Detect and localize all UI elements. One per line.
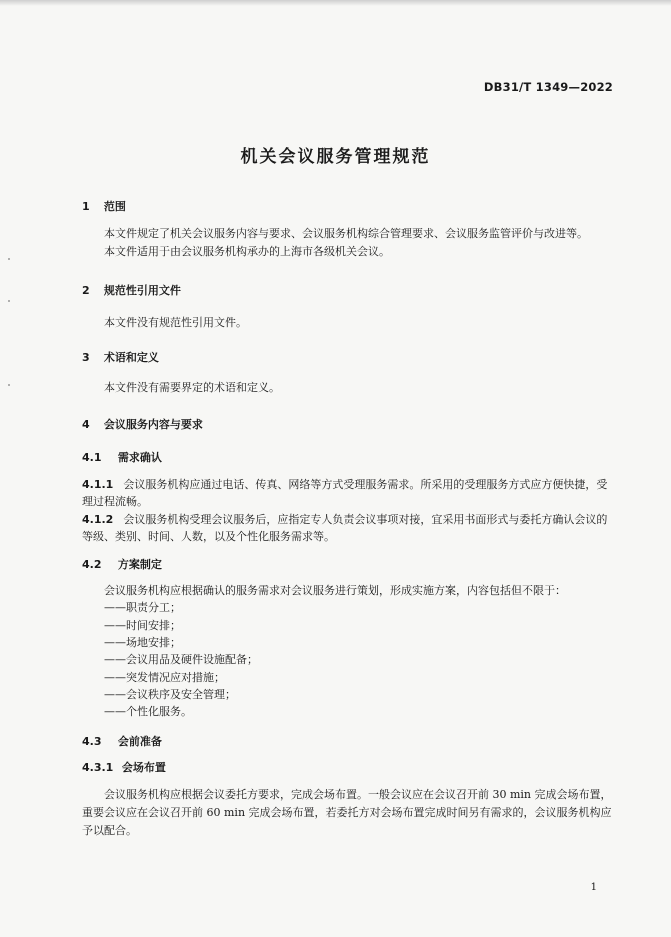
section-number: 4 [82, 418, 90, 431]
section-number: 1 [82, 200, 90, 213]
scan-edge [0, 0, 671, 6]
section-heading-2 [82, 282, 181, 298]
paragraph: 本文件没有规范性引用文件。 [104, 316, 247, 329]
section-number: 4.1 [82, 451, 102, 464]
section-heading-1 [82, 198, 126, 214]
list-item: ——会议用品及硬件设施配备； [104, 653, 258, 666]
section-heading-4 [82, 416, 203, 432]
clause-4-1-2 [82, 511, 612, 545]
paragraph: 本文件适用于由会议服务机构承办的上海市各级机关会议。 [104, 245, 390, 258]
section-number: 2 [82, 284, 90, 297]
paragraph: 会议服务机构应根据确认的服务需求对会议服务进行策划，形成实施方案，内容包括但不限于： [104, 584, 566, 597]
clause-text: 会议服务机构应通过电话、传真、网络等方式受理服务需求。所采用的受理服务方式应方便快捷，受理过程流畅。 [82, 478, 608, 508]
section-number: 3 [82, 351, 90, 364]
list-item: ——场地安排； [104, 636, 181, 649]
document-title: 机关会议服务管理规范 [240, 147, 431, 167]
scan-speck [8, 258, 10, 260]
list-item: ——职责分工； [104, 601, 181, 614]
section-number: 4.2 [82, 558, 102, 571]
paragraph: 本文件没有需要界定的术语和定义。 [104, 381, 280, 394]
section-title: 术语和定义 [103, 351, 159, 364]
section-heading-4-2 [82, 556, 162, 572]
section-heading-4-1 [82, 449, 162, 465]
scan-speck [8, 384, 10, 386]
section-title: 规范性引用文件 [103, 284, 181, 297]
section-title: 方案制定 [117, 558, 162, 571]
scan-speck [8, 300, 10, 302]
clause-number: 4.1.1 [82, 478, 114, 491]
section-heading-4-3-1 [82, 759, 166, 775]
section-title: 范围 [103, 200, 126, 213]
section-heading-4-3 [82, 733, 162, 749]
section-title: 需求确认 [117, 451, 162, 464]
page-number: 1 [590, 882, 597, 893]
list-item: ——时间安排； [104, 619, 181, 632]
list-item: ——突发情况应对措施； [104, 671, 225, 684]
list-item: ——个性化服务。 [104, 705, 192, 718]
section-number: 4.3 [82, 735, 102, 748]
clause-number: 4.1.2 [82, 513, 114, 526]
section-title: 会议服务内容与要求 [103, 418, 203, 431]
document-number: DB31/T 1349—2022 [483, 80, 613, 94]
clause-text: 会议服务机构受理会议服务后，应指定专人负责会议事项对接，宜采用书面形式与委托方确认会议的等级、类别、时间、人数，以及个性化服务需求等。 [82, 513, 608, 543]
list-item: ——会议秩序及安全管理； [104, 688, 236, 701]
section-heading-3 [82, 349, 159, 365]
section-title: 会场布置 [121, 761, 166, 774]
paragraph: 会议服务机构应根据会议委托方要求，完成会场布置。一般会议应在会议召开前 30 min 完成会场布置，重要会议应在会议召开前 60 min 完成会场布置，若委托方对会场布置完成时间另有需求的，会议服务机构应予以配合。 [82, 788, 612, 837]
section-title: 会前准备 [117, 735, 162, 748]
paragraph: 本文件规定了机关会议服务内容与要求、会议服务机构综合管理要求、会议服务监管评价与改进等。 [104, 227, 588, 240]
clause-4-1-1 [82, 476, 612, 510]
section-number: 4.3.1 [82, 761, 114, 774]
